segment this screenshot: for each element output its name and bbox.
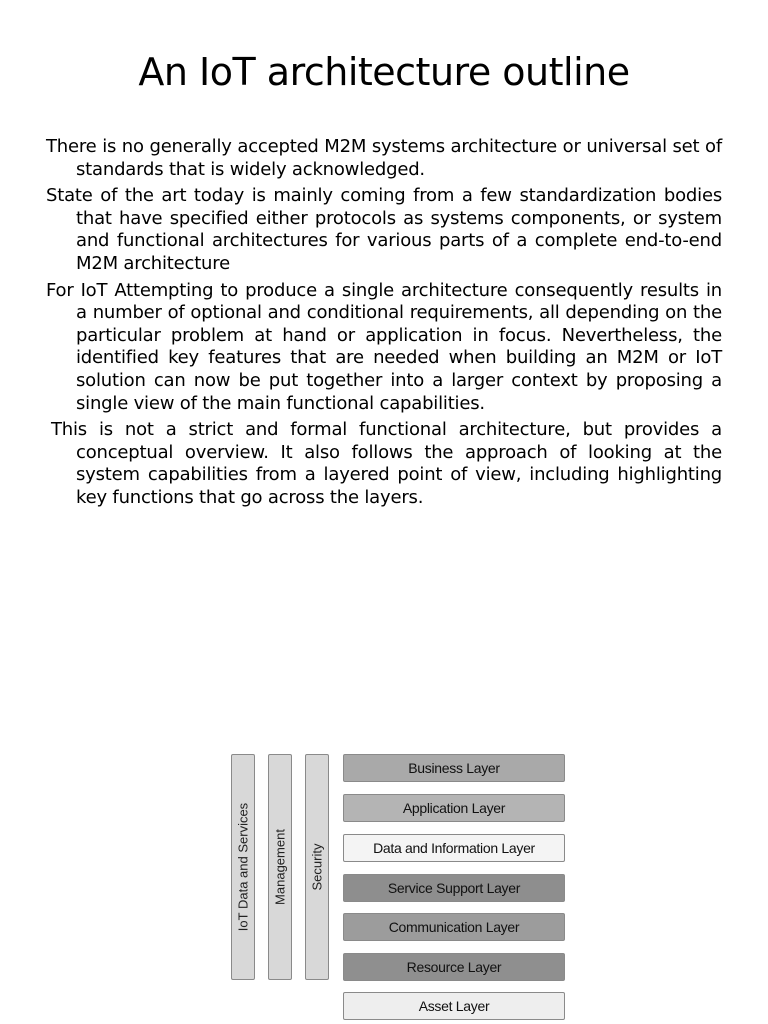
slide-title: An IoT architecture outline — [138, 50, 630, 94]
iot-architecture-diagram — [228, 752, 568, 1022]
paragraph-1: There is no generally accepted M2M systems architecture or universal set of standards that is widely acknowledged. — [46, 136, 722, 180]
layer-resource: Resource Layer — [343, 953, 565, 981]
paragraph-3: For IoT Attempting to produce a single architecture consequently results in a number of optional and conditional requirements, all depending on the particular problem at hand or application in focus. Nevertheless, the identified key features that are needed when building an M2M or IoT solution can now be put together into a larger context by proposing a single view of the main functional capabilities. — [46, 279, 722, 414]
vertical-bar-label: Management — [272, 829, 288, 905]
vertical-bar-label: Security — [309, 843, 325, 891]
layer-application: Application Layer — [343, 794, 565, 822]
vertical-bar-security — [305, 754, 329, 980]
layer-business: Business Layer — [343, 754, 565, 782]
layer-service-support: Service Support Layer — [343, 874, 565, 902]
vertical-bar-label: IoT Data and Services — [235, 802, 251, 932]
vertical-bar-management — [268, 754, 292, 980]
layer-communication: Communication Layer — [343, 913, 565, 941]
paragraph-2: State of the art today is mainly coming from a few standardization bodies that have specified either protocols as systems components, or system and functional architectures for various parts of a complete end-to-end M2M architecture — [46, 185, 722, 274]
slide-body — [46, 136, 722, 514]
vertical-bar-iot-data-services — [231, 754, 255, 980]
layer-asset: Asset Layer — [343, 992, 565, 1020]
paragraph-4: This is not a strict and formal functional architecture, but provides a conceptual overview. It also follows the approach of looking at the system capabilities from a layered point of view, including highlighting key functions that go across the layers. — [51, 419, 722, 508]
layer-data-information: Data and Information Layer — [343, 834, 565, 862]
